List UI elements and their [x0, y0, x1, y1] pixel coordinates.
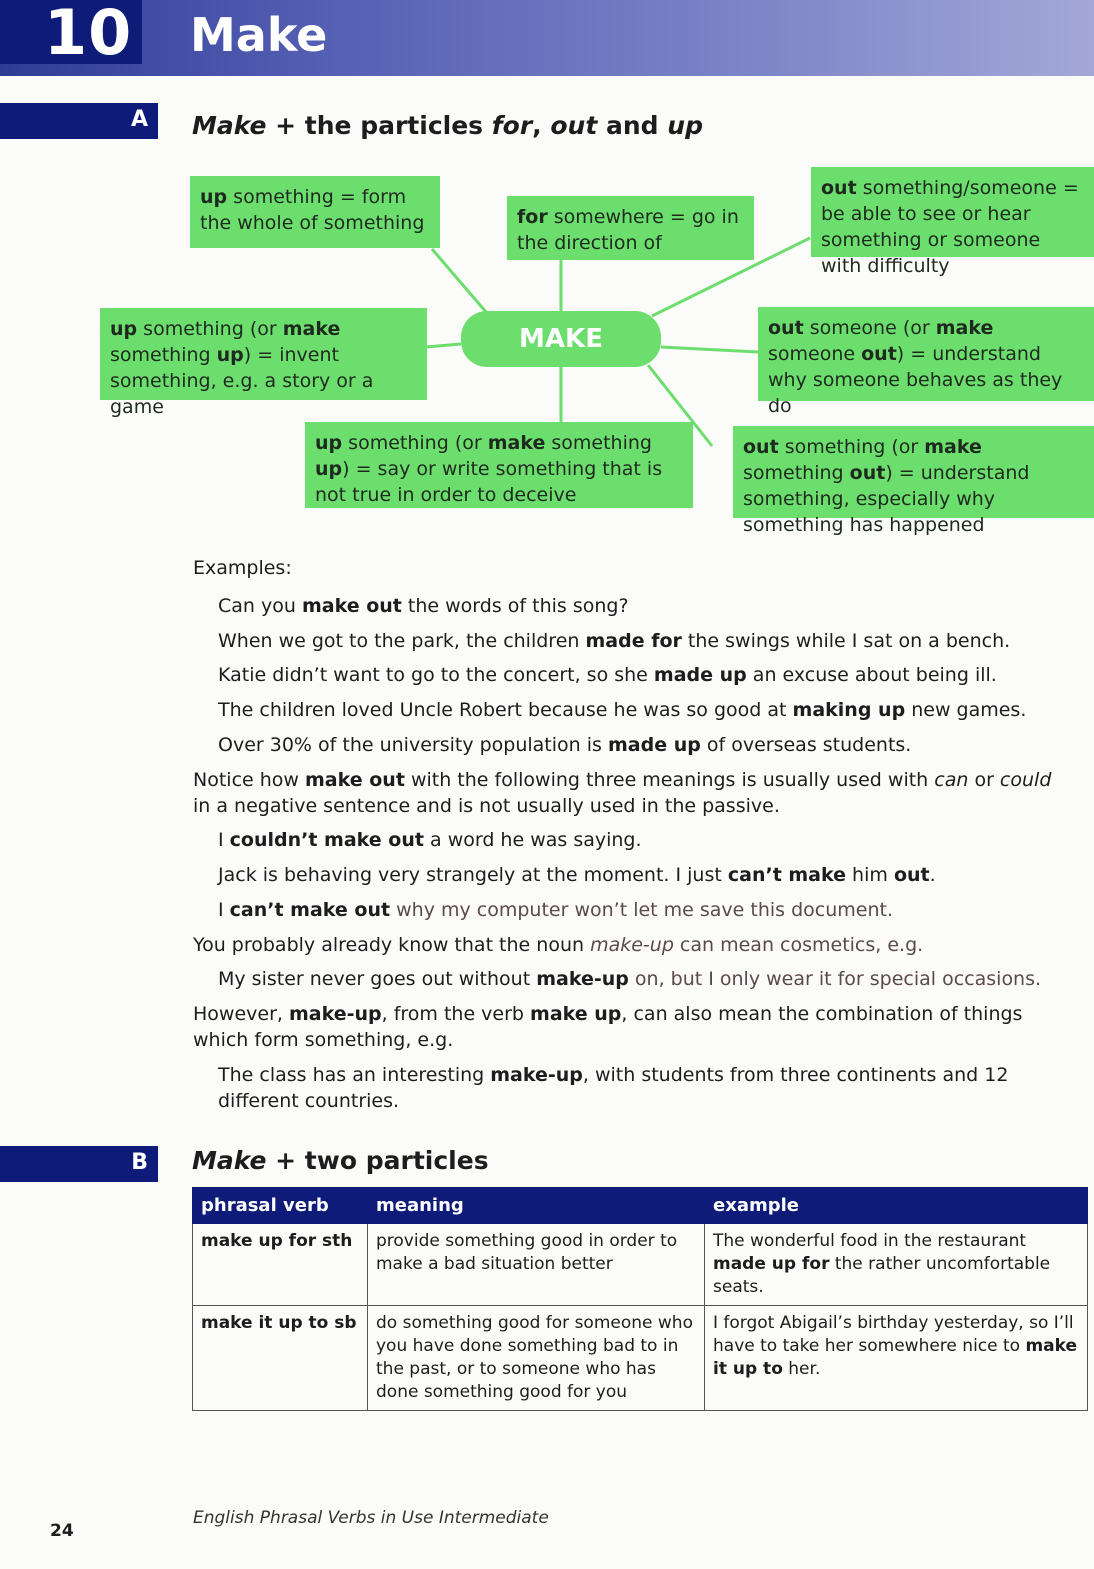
examples-heading: Examples: [193, 557, 292, 579]
table-header-row [193, 1188, 1088, 1224]
table-row [193, 1306, 1088, 1411]
example-line: Can you make out the words of this song? [218, 595, 629, 617]
example-line: The children loved Uncle Robert because he was so good at making up new games. [218, 699, 1027, 721]
table-row [193, 1224, 1088, 1306]
notice-example: I can’t make out why my computer won’t let me save this document. [218, 899, 894, 921]
section-b-letter: B [131, 1150, 148, 1175]
phrasal-verb-table [192, 1187, 1088, 1411]
table-cell-meaning: provide something good in order to make a bad situation better [368, 1224, 705, 1306]
noun-example: My sister never goes out without make-up on, but I only wear it for special occasions. [218, 968, 1042, 990]
diagram-box-up-form: up something = form the whole of something [190, 176, 440, 248]
diagram-box-up-invent: up something (or make something up) = invent something, e.g. a story or a game [100, 308, 427, 400]
diagram-box-for-somewhere: for somewhere = go in the direction of [507, 196, 754, 260]
section-a-letter: A [130, 107, 148, 132]
diagram-box-out-understand: out something (or make something out) = understand something, especially why something has happened [733, 426, 1094, 518]
table-header-cell: phrasal verb [193, 1188, 368, 1224]
table-header-cell: meaning [368, 1188, 705, 1224]
section-b-bar [0, 1146, 158, 1182]
table-cell-verb: make up for sth [193, 1224, 368, 1306]
notice-paragraph: Notice how make out with the following three meanings is usually used with can or could in a negative sentence and is not usually used in the passive. [193, 769, 1052, 817]
unit-number: 10 [44, 0, 133, 69]
footer-book-title: English Phrasal Verbs in Use Intermediate [193, 1508, 549, 1528]
diagram-hub-make: MAKE [461, 311, 661, 367]
section-b-title: Make + two particles [192, 1146, 489, 1175]
table-cell-example: I forgot Abigail’s birthday yesterday, so I’ll have to take her somewhere nice to make it up to her. [705, 1306, 1088, 1411]
example-line: Over 30% of the university population is made up of overseas students. [218, 734, 912, 756]
notice-example: Jack is behaving very strangely at the moment. I just can’t make him out. [218, 864, 936, 886]
example-line: When we got to the park, the children made for the swings while I sat on a bench. [218, 630, 1011, 652]
table-cell-verb: make it up to sb [193, 1306, 368, 1411]
diagram-box-out-someone: out someone (or make someone out) = understand why someone behaves as they do [758, 307, 1094, 401]
diagram-box-out-see: out something/someone = be able to see or hear something or someone with difficulty [811, 167, 1094, 257]
table-cell-meaning: do something good for someone who you have done something bad to in the past, or to someone who has done something good for you [368, 1306, 705, 1411]
section-a-title: Make + the particles for, out and up [192, 111, 703, 140]
however-example: The class has an interesting make-up, with students from three continents and 12 different countries. [218, 1064, 1009, 1112]
noun-paragraph: You probably already know that the noun make-up can mean cosmetics, e.g. [193, 934, 924, 956]
however-paragraph: However, make-up, from the verb make up, can also mean the combination of things which form something, e.g. [193, 1003, 1023, 1051]
table-header-cell: example [705, 1188, 1088, 1224]
notice-example: I couldn’t make out a word he was saying. [218, 829, 642, 851]
diagram-box-up-deceive: up something (or make something up) = say or write something that is not true in order to deceive [305, 422, 693, 508]
example-line: Katie didn’t want to go to the concert, so she made up an excuse about being ill. [218, 664, 997, 686]
table-cell-example: The wonderful food in the restaurant made up for the rather uncomfortable seats. [705, 1224, 1088, 1306]
unit-title: Make [190, 8, 328, 62]
page-number: 24 [50, 1521, 74, 1541]
